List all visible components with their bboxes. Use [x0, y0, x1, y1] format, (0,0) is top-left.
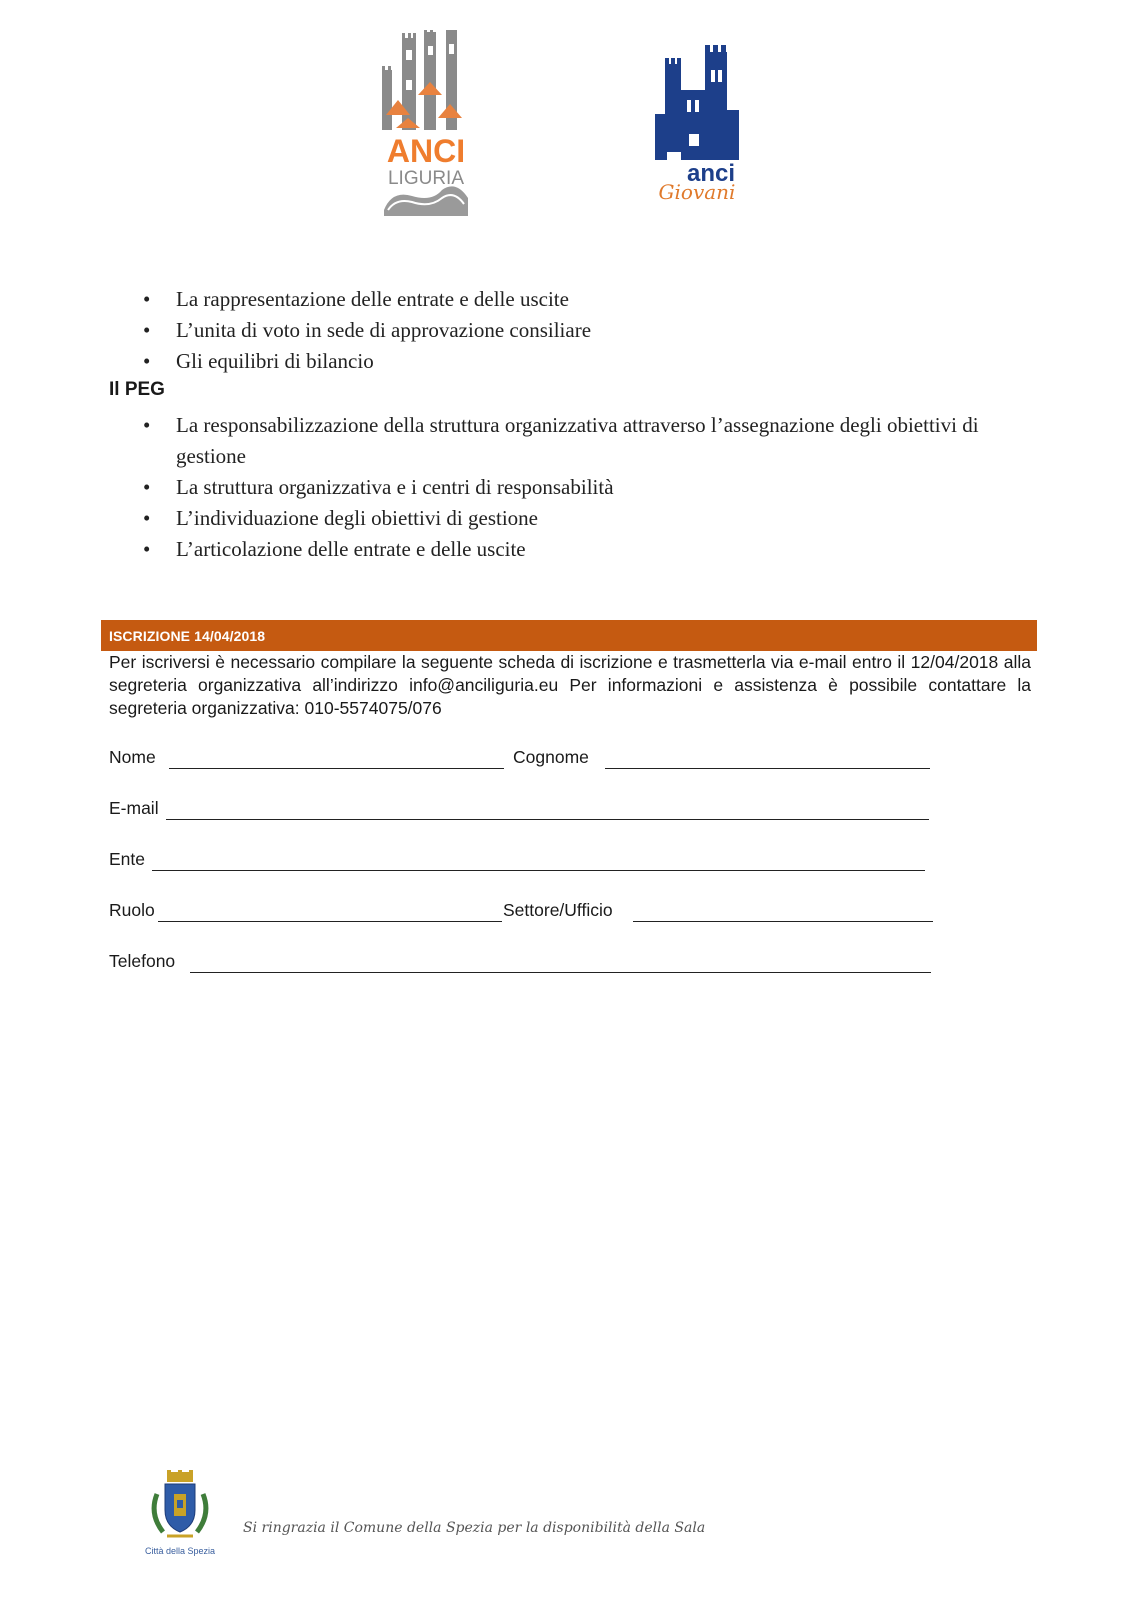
- svg-text:ANCI: ANCI: [386, 133, 466, 169]
- telefono-label: Telefono: [109, 951, 176, 971]
- list-item: • L’articolazione delle entrate e delle uscite: [143, 534, 1033, 565]
- email-label: E-mail: [109, 798, 159, 818]
- svg-text:anci: anci: [686, 160, 736, 187]
- peg-heading: Il PEG: [109, 379, 165, 400]
- anci-giovani-logo: [655, 44, 745, 204]
- registration-instructions: Per iscriversi è necessario compilare la seguente scheda di iscrizione e trasmetterla via e-mail entro il 12/04/2018 alla segreteria organizzativa all’indirizzo info@anciliguria.eu Per informazioni e assistenza è possibile contattare la segreteria organizzativa: 010-5574075/076: [109, 652, 1031, 718]
- ente-label: Ente: [109, 849, 145, 869]
- settore-field-line[interactable]: [633, 921, 933, 922]
- nome-field-line[interactable]: [169, 768, 504, 769]
- peg-points-list: [143, 410, 1033, 565]
- city-crest-icon: [137, 1470, 223, 1544]
- email-field-line[interactable]: [166, 819, 929, 820]
- list-item: • L’individuazione degli obiettivi di gestione: [143, 503, 1033, 534]
- list-item: • La responsabilizzazione della struttura organizzativa attraverso l’assegnazione degli obiettivi di gestione: [143, 410, 1033, 472]
- list-item: • L’unita di voto in sede di approvazione consiliare: [143, 315, 1033, 346]
- ruolo-field-line[interactable]: [158, 921, 502, 922]
- list-item: • Gli equilibri di bilancio: [143, 346, 1033, 377]
- thanks-note: Si ringrazia il Comune della Spezia per la disponibilità della Sala: [243, 1520, 706, 1536]
- ente-field-line[interactable]: [152, 870, 925, 871]
- registration-title: ISCRIZIONE 14/04/2018: [109, 628, 266, 644]
- cognome-field-line[interactable]: [605, 768, 930, 769]
- list-item: • La struttura organizzativa e i centri di responsabilità: [143, 472, 1033, 503]
- bilancio-points-list: [143, 284, 1033, 377]
- list-item: • La rappresentazione delle entrate e delle uscite: [143, 284, 1033, 315]
- svg-text:Giovani: Giovani: [658, 180, 736, 204]
- svg-text:LIGURIA: LIGURIA: [387, 168, 465, 189]
- city-logo-label: Città della Spezia: [144, 1546, 216, 1556]
- anci-liguria-logo: [382, 30, 470, 220]
- citta-della-spezia-logo: [137, 1470, 223, 1578]
- registration-header-bar: [101, 620, 1037, 651]
- settore-label: Settore/Ufficio: [503, 900, 613, 920]
- nome-label: Nome: [109, 747, 156, 767]
- ruolo-label: Ruolo: [109, 900, 155, 920]
- telefono-field-line[interactable]: [190, 972, 931, 973]
- cognome-label: Cognome: [513, 747, 589, 767]
